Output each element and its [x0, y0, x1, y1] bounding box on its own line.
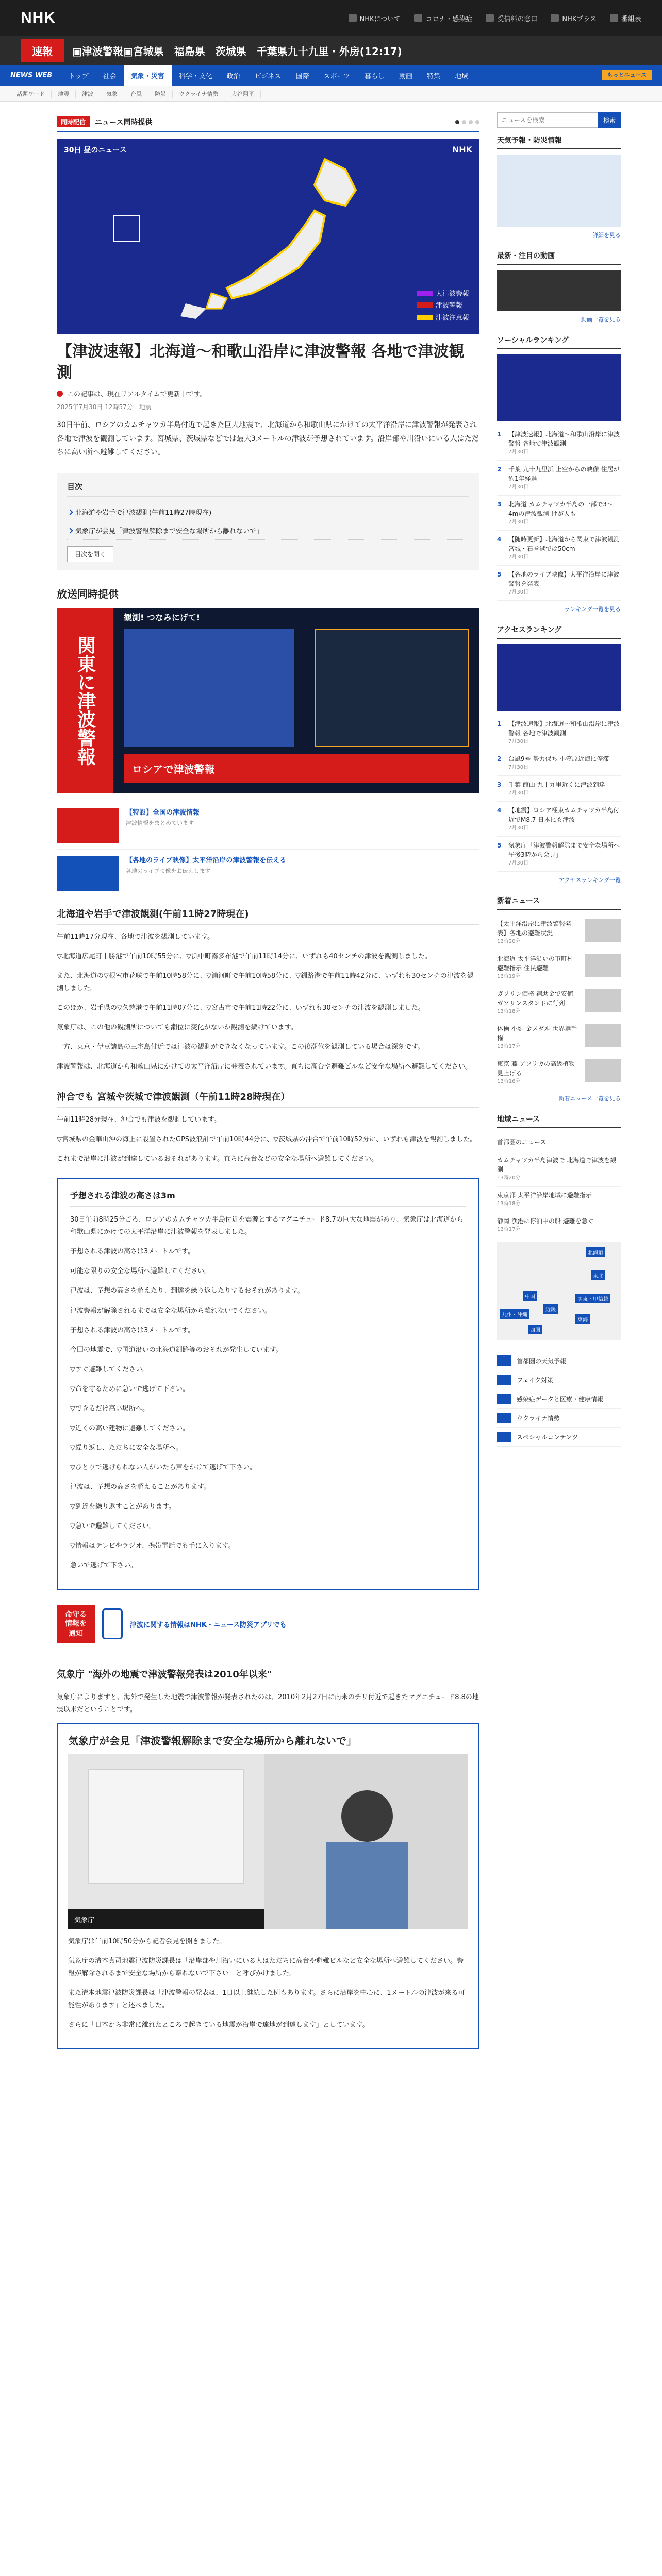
ranking-item[interactable]	[497, 802, 621, 837]
news-time: 13時20分	[497, 1175, 521, 1181]
box-para: 予想される津波の高さは3メートルです。	[70, 1248, 195, 1256]
service-label[interactable]: フェイク対策	[517, 1376, 554, 1384]
nav-more-news[interactable]: もっとニュース	[602, 70, 652, 80]
stream-heading: 放送同時提供	[57, 587, 119, 600]
service-label[interactable]: スペシャルコンテンツ	[517, 1433, 578, 1441]
stream-caption: ロシアで津波警報	[124, 754, 469, 783]
box-para: ▽命を守るために急いで逃げて下さい。	[70, 1385, 189, 1393]
toc-item[interactable]: 気象庁が会見「津波警報解除まで安全な場所から離れないで」	[67, 521, 469, 540]
rank-date: 7月30日	[508, 589, 529, 595]
ranking-item[interactable]	[497, 750, 621, 776]
toc-heading: 目次	[67, 481, 469, 497]
section-para: 気象庁によりますと、海外で発生した地震で津波警報が発表されたのは、2010年2月27日に南米のチリ付近で起きたマグニチュード8.8の地震以来だということです。	[57, 1693, 479, 1714]
rank-title[interactable]: 【随時更新】北海道から関東で津波観測 宮城・石巻港では50cm	[508, 536, 620, 552]
press-heading: 気象庁が会見「津波警報解除まで安全な場所から離れないで」	[68, 1734, 357, 1747]
news-time: 13時20分	[497, 939, 521, 944]
section-heading: 気象庁 "海外の地震で津波警報発表は2010年以来"	[57, 1658, 479, 1685]
subnav-label: 話題ワード	[10, 90, 52, 98]
nav-item-weather[interactable]: 気象・災害	[124, 65, 172, 86]
access-more-link[interactable]: アクセスランキング一覧	[558, 877, 621, 884]
rank-number: 3	[497, 501, 502, 508]
ranking-item[interactable]	[497, 531, 621, 566]
subnav-item[interactable]: 大谷翔平	[225, 90, 261, 98]
rank-title[interactable]: 【津波速報】北海道〜和歌山沿岸に津波警報 各地で津波観測	[508, 431, 620, 447]
ranking-item[interactable]	[497, 426, 621, 461]
news-item[interactable]	[497, 1151, 621, 1187]
top-link-tv-label[interactable]: 番組表	[621, 15, 641, 23]
news-item[interactable]	[497, 1055, 621, 1090]
stream-table	[315, 629, 469, 747]
news-thumb	[585, 1024, 621, 1047]
news-title[interactable]: 体操 小堀 金メダル 世界選手権	[497, 1025, 577, 1042]
link-card-title[interactable]: 【各地のライブ映像】太平洋沿岸の津波警報を伝える	[126, 856, 287, 865]
news-thumb	[585, 954, 621, 977]
service-label[interactable]: 首都圏の天気予報	[517, 1357, 567, 1365]
service-item[interactable]	[497, 1389, 621, 1409]
weather-map[interactable]	[497, 155, 621, 227]
region-select-map	[497, 1242, 621, 1340]
section-heading: 北海道や岩手で津波観測(午前11時27時現在)	[57, 897, 479, 925]
nav-item-society[interactable]: 社会	[103, 72, 117, 80]
stream-map	[124, 629, 294, 747]
latest-news	[497, 895, 621, 1103]
region-tokai[interactable]: 東海	[575, 1314, 590, 1324]
nav-item-top[interactable]: トップ	[69, 72, 89, 80]
nav-brand[interactable]: NEWS WEB	[10, 71, 53, 79]
box-para: 今回の地震で、▽国道沿いの北海道釧路等のおそれが発生しています。	[70, 1346, 283, 1354]
news-item[interactable]	[497, 1020, 621, 1055]
box-para: 可能な限りの安全な場所へ避難してください。	[70, 1267, 211, 1276]
video-more-link[interactable]: 動画一覧を見る	[581, 316, 621, 323]
simulcast-badge: 同時配信	[57, 116, 90, 127]
nav-item-politics[interactable]: 政治	[226, 72, 240, 80]
tsunami-height-box	[57, 1178, 479, 1590]
subnav-item[interactable]: ウクライナ情勢	[173, 90, 225, 98]
news-thumb	[585, 919, 621, 942]
section-para: ▽宮城県の金華山沖の海上に設置されたGPS波浪計で午前10時44分に、▽茨城県の沖合で午前10時52分に、いずれも津波を観測しました。	[57, 1136, 477, 1144]
region-heading: 地域ニュース	[497, 1114, 621, 1128]
news-title[interactable]: 北海道 太平洋沿いの市町村 避難指示 住民避難	[497, 955, 573, 972]
service-item[interactable]	[497, 1428, 621, 1447]
box-heading: 予想される津波の高さは3m	[70, 1189, 466, 1207]
rank-number: 4	[497, 807, 502, 814]
link-card-desc: 各地のライブ映像をお伝えします	[126, 867, 211, 874]
rank-date: 7月30日	[508, 519, 529, 525]
section-para: このほか、岩手県の▽久慈港で午前11時07分に、▽宮古市で午前11時22分に、いずれも30センチの津波を観測しました。	[57, 1004, 425, 1012]
weather-heading: 天気予報・防災情報	[497, 135, 621, 149]
box-para: ▽すぐ避難してください。	[70, 1365, 149, 1374]
rank-number: 4	[497, 536, 502, 543]
nav-item-international[interactable]: 国際	[295, 72, 309, 80]
link-card[interactable]	[57, 850, 479, 897]
section-para: 津波警報は、北海道から和歌山県にかけての太平洋沿岸に発表されています。直ちに高台や避難ビルなど安全な場所へ避難してください。	[57, 1063, 472, 1071]
ranking-item[interactable]	[497, 496, 621, 531]
box-para: ▽到達を繰り返すことがあります。	[70, 1503, 175, 1511]
article-main	[57, 112, 479, 2049]
toc-open-button[interactable]: 目次を開く	[67, 546, 113, 562]
nav-item-business[interactable]: ビジネス	[254, 72, 282, 80]
latest-heading: 新着ニュース	[497, 895, 621, 910]
tsunami-info-thumb	[57, 808, 119, 843]
press-photo-caption: 気象庁	[74, 1916, 95, 1924]
breaking-alert-bar[interactable]	[0, 36, 662, 65]
live-dot-icon	[57, 391, 63, 397]
subnav-item[interactable]: 津波	[76, 90, 100, 98]
weather-icon	[497, 1355, 511, 1366]
article-meta: 2025年7月30日 12時57分 地震	[57, 403, 152, 411]
rank-title[interactable]: 台風9号 勢力保ち 小笠原近海に停滞	[508, 755, 609, 762]
section-para: ▽北海道広尾町十勝港で午前10時55分に、▽浜中町霧多布港で午前11時14分に、いずれも40センチの津波を観測しました。	[57, 952, 432, 960]
app-promo-banner[interactable]	[57, 1605, 479, 1643]
news-title[interactable]: 東京都 太平洋沿岸地域に避難指示	[497, 1192, 592, 1199]
region-list-title[interactable]: 首都圏のニュース	[497, 1133, 621, 1151]
access-thumb[interactable]	[497, 644, 621, 711]
top-link-about[interactable]	[349, 13, 401, 23]
press-para: 気象庁の清本真司地震津波防災課長は「沿岸部や川沿いにいる人はただちに高台や避難ビルなど安全な場所へ避難してください。警報が解除されるまで安全な場所から離れないで下さい」と呼びかけました。	[68, 1957, 464, 1977]
ranking-item[interactable]	[497, 776, 621, 802]
topic-subnav	[0, 86, 662, 102]
region-kyushu[interactable]: 九州・沖縄	[500, 1309, 529, 1319]
smartphone-icon	[102, 1608, 123, 1639]
press-para: さらに「日本から非常に離れたところで起きている地震が沿岸で遠地が到達します」としています。	[68, 2021, 369, 2029]
health-icon	[497, 1394, 511, 1404]
search-input[interactable]	[497, 112, 598, 128]
press-conference-photo	[68, 1754, 468, 1929]
news-search	[497, 112, 621, 128]
top-link-tv[interactable]	[610, 13, 641, 23]
news-time: 13時18分	[497, 1009, 521, 1014]
main-nav	[0, 65, 662, 86]
box-para: 予想される津波の高さは3メートルです。	[70, 1326, 195, 1334]
rank-number: 2	[497, 466, 502, 473]
live-cam-thumb	[57, 856, 119, 891]
news-item[interactable]	[497, 950, 621, 985]
news-time: 13時17分	[497, 1227, 521, 1232]
rank-number: 2	[497, 755, 502, 762]
top-link-fee-label[interactable]: 受信料の窓口	[497, 15, 538, 23]
virus-icon	[414, 14, 422, 22]
live-note-text: この記事は、現在リアルタイムで更新中です。	[67, 391, 207, 398]
nhk-logo[interactable]: NHK	[21, 9, 56, 26]
article-lead: 30日午前、ロシアのカムチャツカ半島付近で起きた巨大地震で、北海道から和歌山県にかけての太平洋沿岸に津波警報が発表され各地で津波を観測しています。宮城県、茨城県などでは最大3メートルの津波が予想されています。沿岸部や川沿いにいる人はただちに高い所へ避難してください。	[57, 421, 479, 457]
hero-nhk-mark: NHK	[452, 145, 472, 155]
news-title[interactable]: 静岡 漁港に停泊中の船 避難を急ぐ	[497, 1217, 594, 1225]
fact-check-icon	[497, 1375, 511, 1385]
news-title[interactable]: ガソリン価格 補助金で安値 ガソリンスタンドに行列	[497, 990, 573, 1007]
news-thumb	[585, 989, 621, 1012]
stream-side-caption: 関東に津波警報	[57, 608, 113, 793]
rank-title[interactable]: 【地震】ロシア極東カムチャツカ半島付近でM8.7 日本にも津波	[508, 807, 620, 823]
press-para: 気象庁は午前10時50分から記者会見を開きました。	[68, 1937, 226, 1945]
region-chugoku[interactable]: 中国	[523, 1291, 537, 1301]
news-time: 13時19分	[497, 974, 521, 979]
section-para: 午前11時28分現在、沖合でも津波を観測しています。	[57, 1116, 221, 1124]
link-card[interactable]	[57, 802, 479, 850]
special-icon	[497, 1432, 511, 1442]
video-thumb[interactable]	[497, 270, 621, 311]
section-para: 一方、東京・伊豆諸島の三宅島付近では津波の観測ができなくなっています。この後潮位を観測している場合は深刻です。	[57, 1043, 424, 1052]
rank-date: 7月30日	[508, 825, 529, 831]
region-kinki[interactable]: 近畿	[543, 1304, 558, 1314]
region-tohoku[interactable]: 東北	[591, 1270, 605, 1280]
video-widget	[497, 250, 621, 324]
services-list	[497, 1351, 621, 1447]
rank-number: 5	[497, 842, 502, 849]
nav-item-science[interactable]: 科学・文化	[178, 72, 212, 80]
service-item[interactable]	[497, 1370, 621, 1389]
service-item[interactable]	[497, 1351, 621, 1370]
latest-more-link[interactable]: 新着ニュース一覧を見る	[558, 1095, 621, 1102]
section-para: 気象庁は、この他の観測所についても潮位に変化がないか観測を続けています。	[57, 1024, 297, 1032]
link-card-desc: 津波情報をまとめています	[126, 819, 194, 826]
access-ranking	[497, 624, 621, 884]
region-news	[497, 1114, 621, 1340]
nav-item-region[interactable]: 地域	[454, 72, 468, 80]
service-label[interactable]: 感染症データと医療・健康情報	[517, 1395, 604, 1403]
section-para: これまで沿岸に津波が到達しているおそれがあります。直ちに高台などの安全な場所へ避難してください。	[57, 1155, 378, 1163]
live-update-note	[57, 388, 479, 398]
news-title[interactable]: カムチャツカ半島津波で 北海道で津波を観測	[497, 1157, 617, 1173]
box-para: ▽できるだけ高い場所へ。	[70, 1404, 149, 1413]
search-button[interactable]: 検索	[598, 112, 621, 128]
news-thumb	[585, 1059, 621, 1082]
box-para: ▽急いで避難してください。	[70, 1522, 156, 1531]
toc-item[interactable]: 北海道や岩手で津波観測(午前11時27時現在)	[67, 503, 469, 521]
rank-title[interactable]: 千葉 館山 九十九里近くに津波到達	[508, 781, 605, 788]
box-para: ▽繰り返し、ただちに安全な場所へ。	[70, 1444, 183, 1452]
rank-date: 7月30日	[508, 484, 529, 490]
live-stream-player[interactable]	[57, 608, 479, 793]
weather-widget	[497, 135, 621, 239]
news-item[interactable]	[497, 1187, 621, 1212]
japan-map-graphic	[57, 139, 479, 334]
subnav-item[interactable]: 地震	[52, 90, 76, 98]
rank-number: 5	[497, 571, 502, 578]
nav-item-sports[interactable]: スポーツ	[323, 72, 350, 80]
box-para: 津波は、予想の高さを超えることがあります。	[70, 1483, 210, 1491]
press-para: また清本地震津波防災課長は「津波警報の発表は、1日以上継続した例もあります。さらに沿岸を中心に、1メートルの津波が来る可能性があります」と述べました。	[68, 1989, 465, 2010]
ranking-item[interactable]	[497, 461, 621, 496]
weather-more-link[interactable]: 詳細を見る	[592, 232, 621, 239]
promo-red-label: 命守る情報を通知	[57, 1605, 95, 1643]
section-title: ニュース同時提供	[95, 118, 153, 127]
news-title[interactable]: 【太平洋沿岸に津波警報発表】各地の避難状況	[497, 920, 572, 937]
sidebar	[497, 112, 621, 2049]
rank-date: 7月30日	[508, 765, 529, 770]
rank-title[interactable]: 【各地のライブ映像】太平洋沿岸に津波警報を発表	[508, 571, 620, 587]
top-link-plus-label[interactable]: NHKプラス	[562, 15, 597, 23]
fee-icon	[486, 14, 494, 22]
box-para: 津波警報が解除されるまでは安全な場所から離れないでください。	[70, 1307, 272, 1315]
rank-date: 7月30日	[508, 449, 529, 455]
top-link-fee[interactable]	[486, 13, 537, 23]
region-shikoku[interactable]: 四国	[528, 1325, 542, 1334]
region-hokkaido[interactable]: 北海道	[586, 1247, 605, 1257]
carousel-dots[interactable]	[455, 120, 479, 124]
top-bar	[0, 0, 662, 36]
nav-item-special[interactable]: 特集	[426, 72, 440, 80]
info-icon	[349, 14, 357, 22]
ranking-more-link[interactable]: ランキング一覧を見る	[564, 606, 621, 613]
rank-title[interactable]: 北海道 カムチャツカ半島の一部で3〜4mの津波観測 けが人も	[508, 501, 613, 517]
breaking-badge: 速報	[21, 39, 64, 62]
box-para: ▽ひとりで逃げられない人がいたら声をかけて逃げて下さい。	[70, 1463, 256, 1471]
nav-item-life[interactable]: 暮らし	[364, 72, 385, 80]
rank-title[interactable]: 気象庁「津波警報解除まで安全な場所へ 午後3時から会見」	[508, 842, 620, 858]
news-item[interactable]	[497, 915, 621, 950]
link-card-title[interactable]: 【特設】全国の津波情報	[126, 808, 200, 817]
ranking-item[interactable]	[497, 715, 621, 750]
social-ranking-heading: ソーシャルランキング	[497, 335, 621, 349]
news-title[interactable]: 東京 藤 アフリカの高級植物見上げる	[497, 1060, 575, 1077]
ranking-item[interactable]	[497, 566, 621, 601]
rank-number: 3	[497, 781, 502, 788]
map-legend	[417, 288, 469, 324]
stream-top-caption: 観測! つなみにげて!	[124, 612, 201, 622]
rank-title[interactable]: 【津波速報】北海道〜和歌山沿岸に津波警報 各地で津波観測	[508, 720, 620, 737]
access-ranking-heading: アクセスランキング	[497, 624, 621, 639]
hero-label: 30日 昼のニュース	[64, 146, 127, 155]
top-link-about-label[interactable]: NHKについて	[359, 15, 401, 23]
rank-date: 7月30日	[508, 790, 529, 796]
ukraine-icon	[497, 1413, 511, 1423]
video-heading: 最新・注目の動画	[497, 250, 621, 265]
box-para: 津波は、予想の高さを超えたり、到達を繰り返したりするおそれがあります。	[70, 1287, 304, 1295]
rank-title[interactable]: 千葉 九十九里浜 上空からの映像 住居が約1年経過	[508, 466, 620, 482]
top-link-covid[interactable]	[414, 13, 472, 23]
ranking-item[interactable]	[497, 837, 621, 872]
press-photo-graphic	[68, 1754, 468, 1929]
tsunami-map-image	[57, 139, 479, 334]
subnav-item[interactable]: 防災	[148, 90, 173, 98]
page-body	[0, 102, 662, 2049]
news-time: 13時17分	[497, 1044, 521, 1049]
rank-date: 7月30日	[508, 739, 529, 744]
section-para: 午前11時17分現在、各地で津波を観測しています。	[57, 933, 214, 941]
rank-date: 7月30日	[508, 860, 529, 866]
rank-number: 1	[497, 720, 502, 727]
jma-press-box	[57, 1723, 479, 2049]
box-para: 急いで逃げて下さい。	[70, 1562, 138, 1570]
news-item[interactable]	[497, 1212, 621, 1238]
news-item[interactable]	[497, 985, 621, 1020]
table-of-contents	[57, 473, 479, 570]
box-para: ▽近くの高い建物に避難してください。	[70, 1424, 189, 1432]
ranking-thumb[interactable]	[497, 354, 621, 421]
social-ranking	[497, 335, 621, 613]
top-link-covid-label[interactable]: コロナ・感染症	[425, 15, 473, 23]
service-item[interactable]	[497, 1409, 621, 1428]
rank-number: 1	[497, 431, 502, 438]
article-title: 【津波速報】北海道〜和歌山沿岸に津波警報 各地で津波観測	[57, 343, 465, 382]
news-time: 13時18分	[497, 1201, 521, 1207]
legend-warning: 津波警報	[435, 302, 462, 310]
top-links	[349, 13, 641, 23]
box-para: ▽情報はテレビやラジオ、携帯電話でも手に入ります。	[70, 1542, 235, 1550]
section-heading: 沖合でも 宮城や茨城で津波観測（午前11時28時現在）	[57, 1080, 479, 1108]
section-para: また、北海道の▽根室市花咲で午前10時58分に、▽浦河町で午前10時58分に、▽釧路港で午前11時42分に、いずれも30センチの津波を観測しました。	[57, 972, 474, 992]
promo-text[interactable]: 津波に関する情報はNHK・ニュース防災アプリでも	[130, 1621, 287, 1629]
breaking-text[interactable]: ▣津波警報▣宮城県 福島県 茨城県 千葉県九十九里・外房(12:17)	[72, 45, 402, 58]
play-icon	[551, 14, 559, 22]
box-para: 30日午前8時25分ごろ、ロシアのカムチャツカ半島付近を震源とするマグニチュード8.7の巨大な地震があり、気象庁は北海道から和歌山県にかけての太平洋沿岸に津波警報を発表しました。	[70, 1216, 464, 1236]
legend-major: 大津波警報	[435, 290, 469, 298]
subnav-item[interactable]: 気象	[100, 90, 124, 98]
rank-date: 7月30日	[508, 554, 529, 560]
top-link-plus[interactable]	[551, 13, 597, 23]
news-time: 13時16分	[497, 1079, 521, 1084]
subnav-item[interactable]: 台風	[124, 90, 148, 98]
service-label[interactable]: ウクライナ情勢	[517, 1414, 560, 1422]
nav-item-video[interactable]: 動画	[399, 72, 412, 80]
legend-advisory: 津波注意報	[435, 314, 469, 322]
tv-icon	[610, 14, 618, 22]
section-header	[57, 112, 479, 132]
region-kanto[interactable]: 関東・甲信越	[575, 1294, 610, 1303]
